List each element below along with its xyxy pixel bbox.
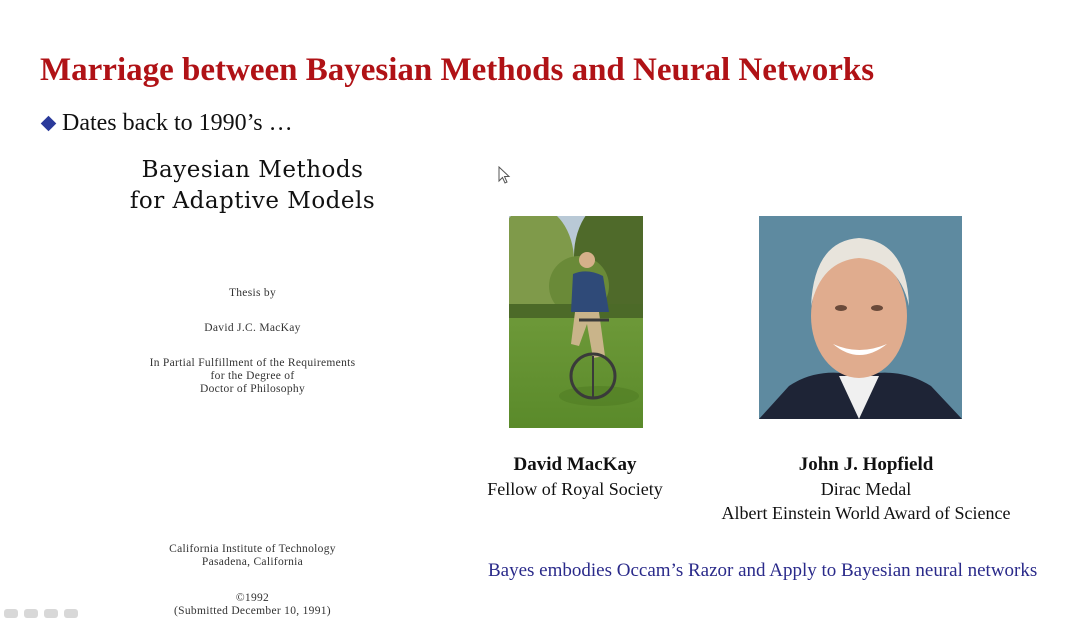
control-button[interactable] <box>4 609 18 618</box>
thesis-year: ©1992 <box>235 592 270 604</box>
john-hopfield-caption <box>700 454 1032 524</box>
thesis-date <box>140 592 365 618</box>
thesis-fulfillment <box>110 357 395 396</box>
control-button[interactable] <box>64 609 78 618</box>
fulfillment-line-3: Doctor of Philosophy <box>199 383 306 395</box>
fulfillment-line-1: In Partial Fulfillment of the Requirements <box>149 357 356 369</box>
thesis-by: Thesis by <box>228 287 277 299</box>
fulfillment-line-2: for the Degree of <box>210 370 295 382</box>
john-hopfield-photo <box>759 216 962 419</box>
slide-title: Marriage between Bayesian Methods and Neural Networks <box>40 52 875 88</box>
thesis-title-line-1: Bayesian Methods <box>141 157 364 183</box>
playback-controls[interactable] <box>0 606 124 620</box>
bullet-diamond-icon <box>41 116 57 132</box>
person-honor: Albert Einstein World Award of Science <box>721 503 1011 523</box>
institution-location: Pasadena, California <box>201 556 304 568</box>
thesis-author: David J.C. MacKay <box>204 322 301 334</box>
thesis-submitted: (Submitted December 10, 1991) <box>174 605 331 617</box>
person-name: David MacKay <box>513 454 637 475</box>
person-name: John J. Hopfield <box>798 454 934 475</box>
thesis-title-line-2: for Adaptive Models <box>129 188 376 214</box>
institution-name: California Institute of Technology <box>169 543 336 555</box>
mouse-cursor-icon <box>498 166 512 186</box>
control-button[interactable] <box>44 609 58 618</box>
david-mackay-caption <box>460 454 690 500</box>
thesis-institution <box>135 543 370 569</box>
person-honor: Fellow of Royal Society <box>487 479 663 499</box>
person-honor: Dirac Medal <box>820 479 912 499</box>
david-mackay-photo <box>509 216 643 428</box>
control-button[interactable] <box>24 609 38 618</box>
bullet-text: Dates back to 1990’s … <box>62 110 293 136</box>
thesis-title <box>80 155 425 217</box>
footer-note: Bayes embodies Occam’s Razor and Apply to Bayesian neural networks <box>488 560 1038 581</box>
bullet-item <box>40 110 293 137</box>
